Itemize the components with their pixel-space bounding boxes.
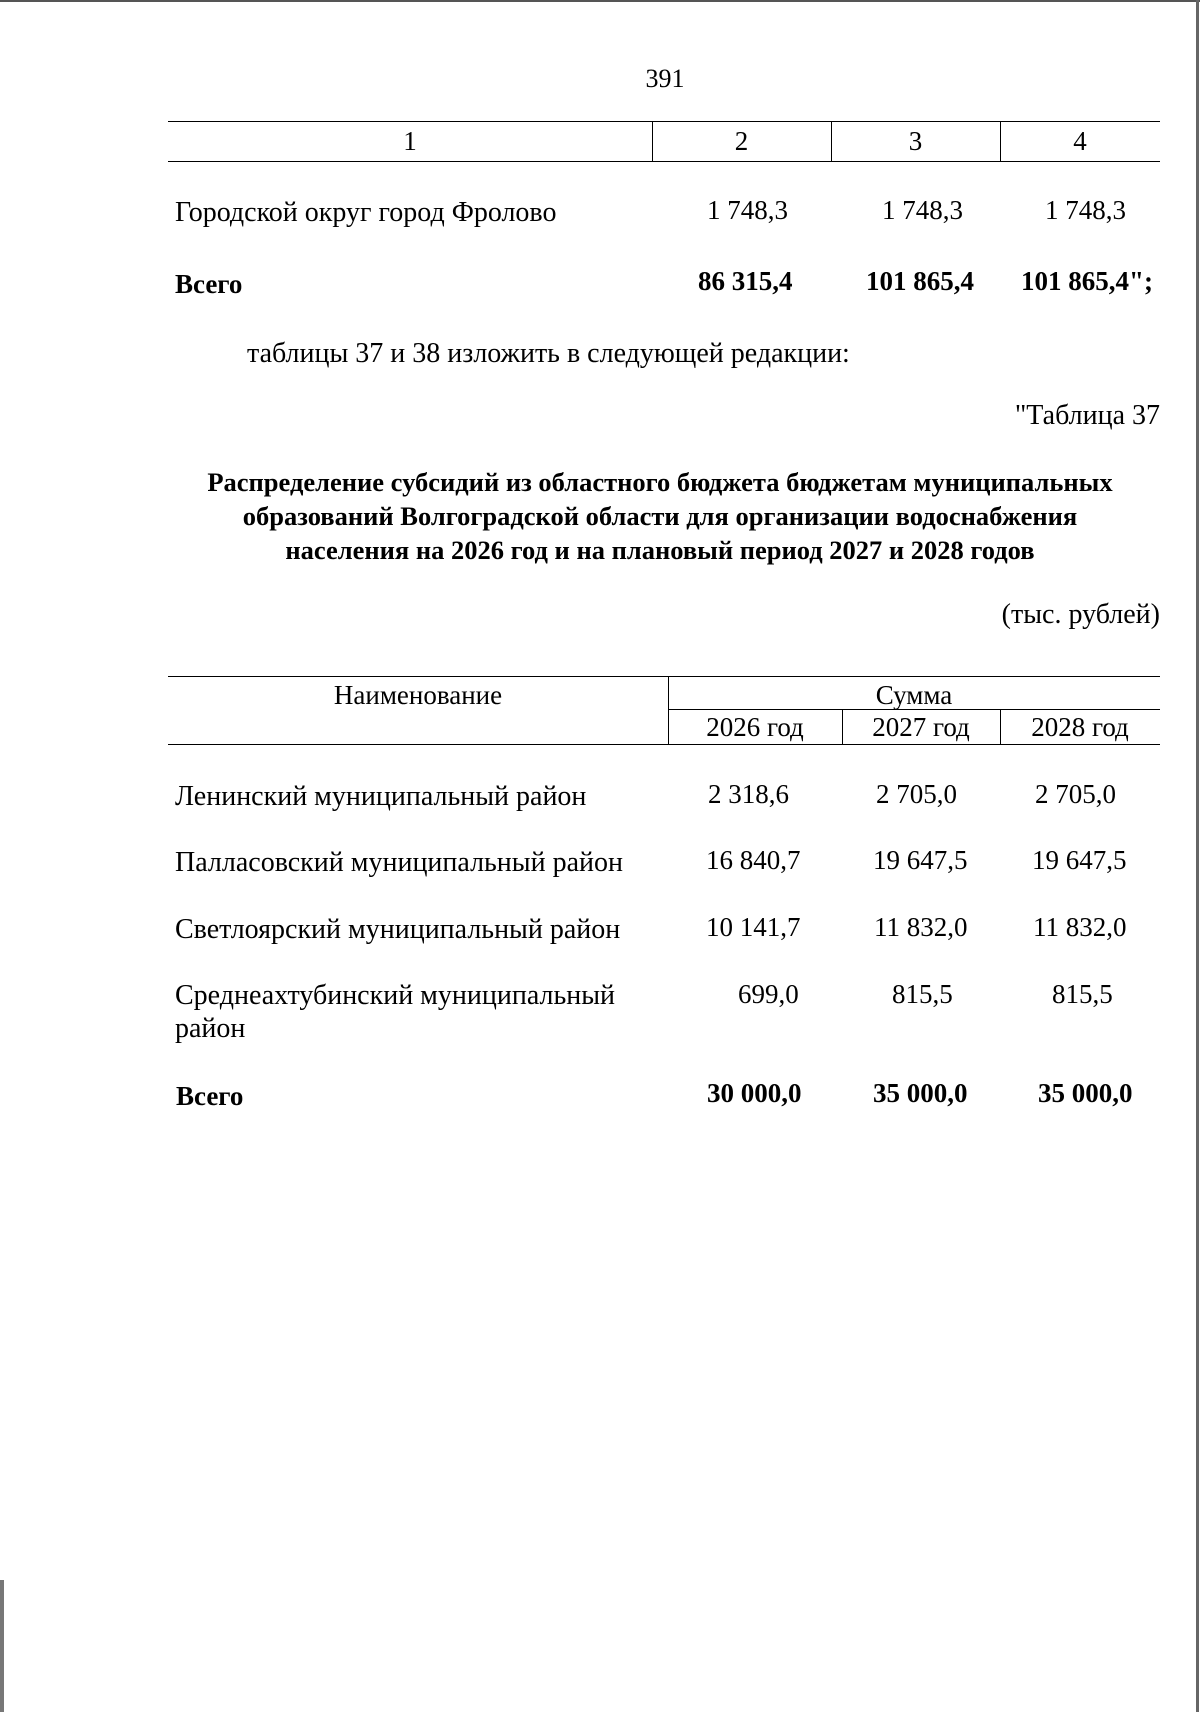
header-sum: Сумма xyxy=(875,680,953,710)
scan-edge-top xyxy=(0,0,1200,2)
page-number: 391 xyxy=(645,64,685,93)
table-row-value: 11 832,0 xyxy=(874,912,968,942)
table-row-name: Светлоярский муниципальный район xyxy=(175,914,621,945)
prev-col-header: 1 xyxy=(403,126,417,156)
instruction-text: таблицы 37 и 38 изложить в следующей редакции: xyxy=(247,338,850,369)
table-row-value: 2 705,0 xyxy=(876,779,957,809)
table-row-value: 10 141,7 xyxy=(706,912,801,942)
table-row-value: 815,5 xyxy=(1052,979,1113,1009)
header-name: Наименование xyxy=(333,680,503,710)
prev-total-value: 86 315,4 xyxy=(698,266,793,296)
total-value: 30 000,0 xyxy=(707,1078,802,1108)
prev-row-value: 1 748,3 xyxy=(1045,195,1126,225)
table-row-name: Палласовский муниципальный район xyxy=(175,847,623,878)
table-row-name: Среднеахтубинский муниципальный район xyxy=(175,980,616,1044)
prev-total-value: 101 865,4"; xyxy=(1021,266,1153,296)
table-row-value: 2 705,0 xyxy=(1035,779,1116,809)
total-value: 35 000,0 xyxy=(1038,1078,1133,1108)
table-row-value: 11 832,0 xyxy=(1033,912,1127,942)
prev-table-header-rule xyxy=(168,161,1160,162)
scan-edge-left xyxy=(0,1580,4,1712)
prev-row-name: Городской округ город Фролово xyxy=(175,197,557,228)
header-year: 2027 год xyxy=(872,712,970,742)
table-row-value: 19 647,5 xyxy=(873,845,968,875)
header-year: 2026 год xyxy=(706,712,804,742)
total-label: Всего xyxy=(176,1081,244,1111)
prev-col-header: 4 xyxy=(1073,126,1087,156)
prev-total-label: Всего xyxy=(175,269,243,299)
prev-col-header: 3 xyxy=(908,126,923,156)
prev-row-value: 1 748,3 xyxy=(707,195,788,225)
prev-total-value: 101 865,4 xyxy=(866,266,974,296)
table-row-value: 815,5 xyxy=(892,979,953,1009)
units-label: (тыс. рублей) xyxy=(1001,599,1160,630)
table-row-value: 16 840,7 xyxy=(706,845,801,875)
table-title-line: образований Волгоградской области для организации водоснабжения xyxy=(242,501,1078,531)
table37-top-rule xyxy=(168,676,1160,677)
table-row-value: 19 647,5 xyxy=(1032,845,1127,875)
prev-row-value: 1 748,3 xyxy=(882,195,963,225)
table-label: "Таблица 37 xyxy=(1014,400,1160,431)
table37-header-rule xyxy=(168,744,1160,745)
table-row-name: Ленинский муниципальный район xyxy=(175,781,587,812)
table-row-value: 699,0 xyxy=(738,979,799,1009)
prev-table-top-rule xyxy=(168,121,1160,122)
prev-col-header: 2 xyxy=(734,126,749,156)
table-title xyxy=(160,465,1160,567)
total-value: 35 000,0 xyxy=(873,1078,968,1108)
table-row-value: 2 318,6 xyxy=(708,779,789,809)
table-title-line: Распределение субсидий из областного бюджета бюджетам муниципальных xyxy=(207,467,1113,497)
scan-edge-right xyxy=(1196,0,1199,1712)
header-year: 2028 год xyxy=(1031,712,1129,742)
table-title-line: населения на 2026 год и на плановый период 2027 и 2028 годов xyxy=(285,535,1035,565)
